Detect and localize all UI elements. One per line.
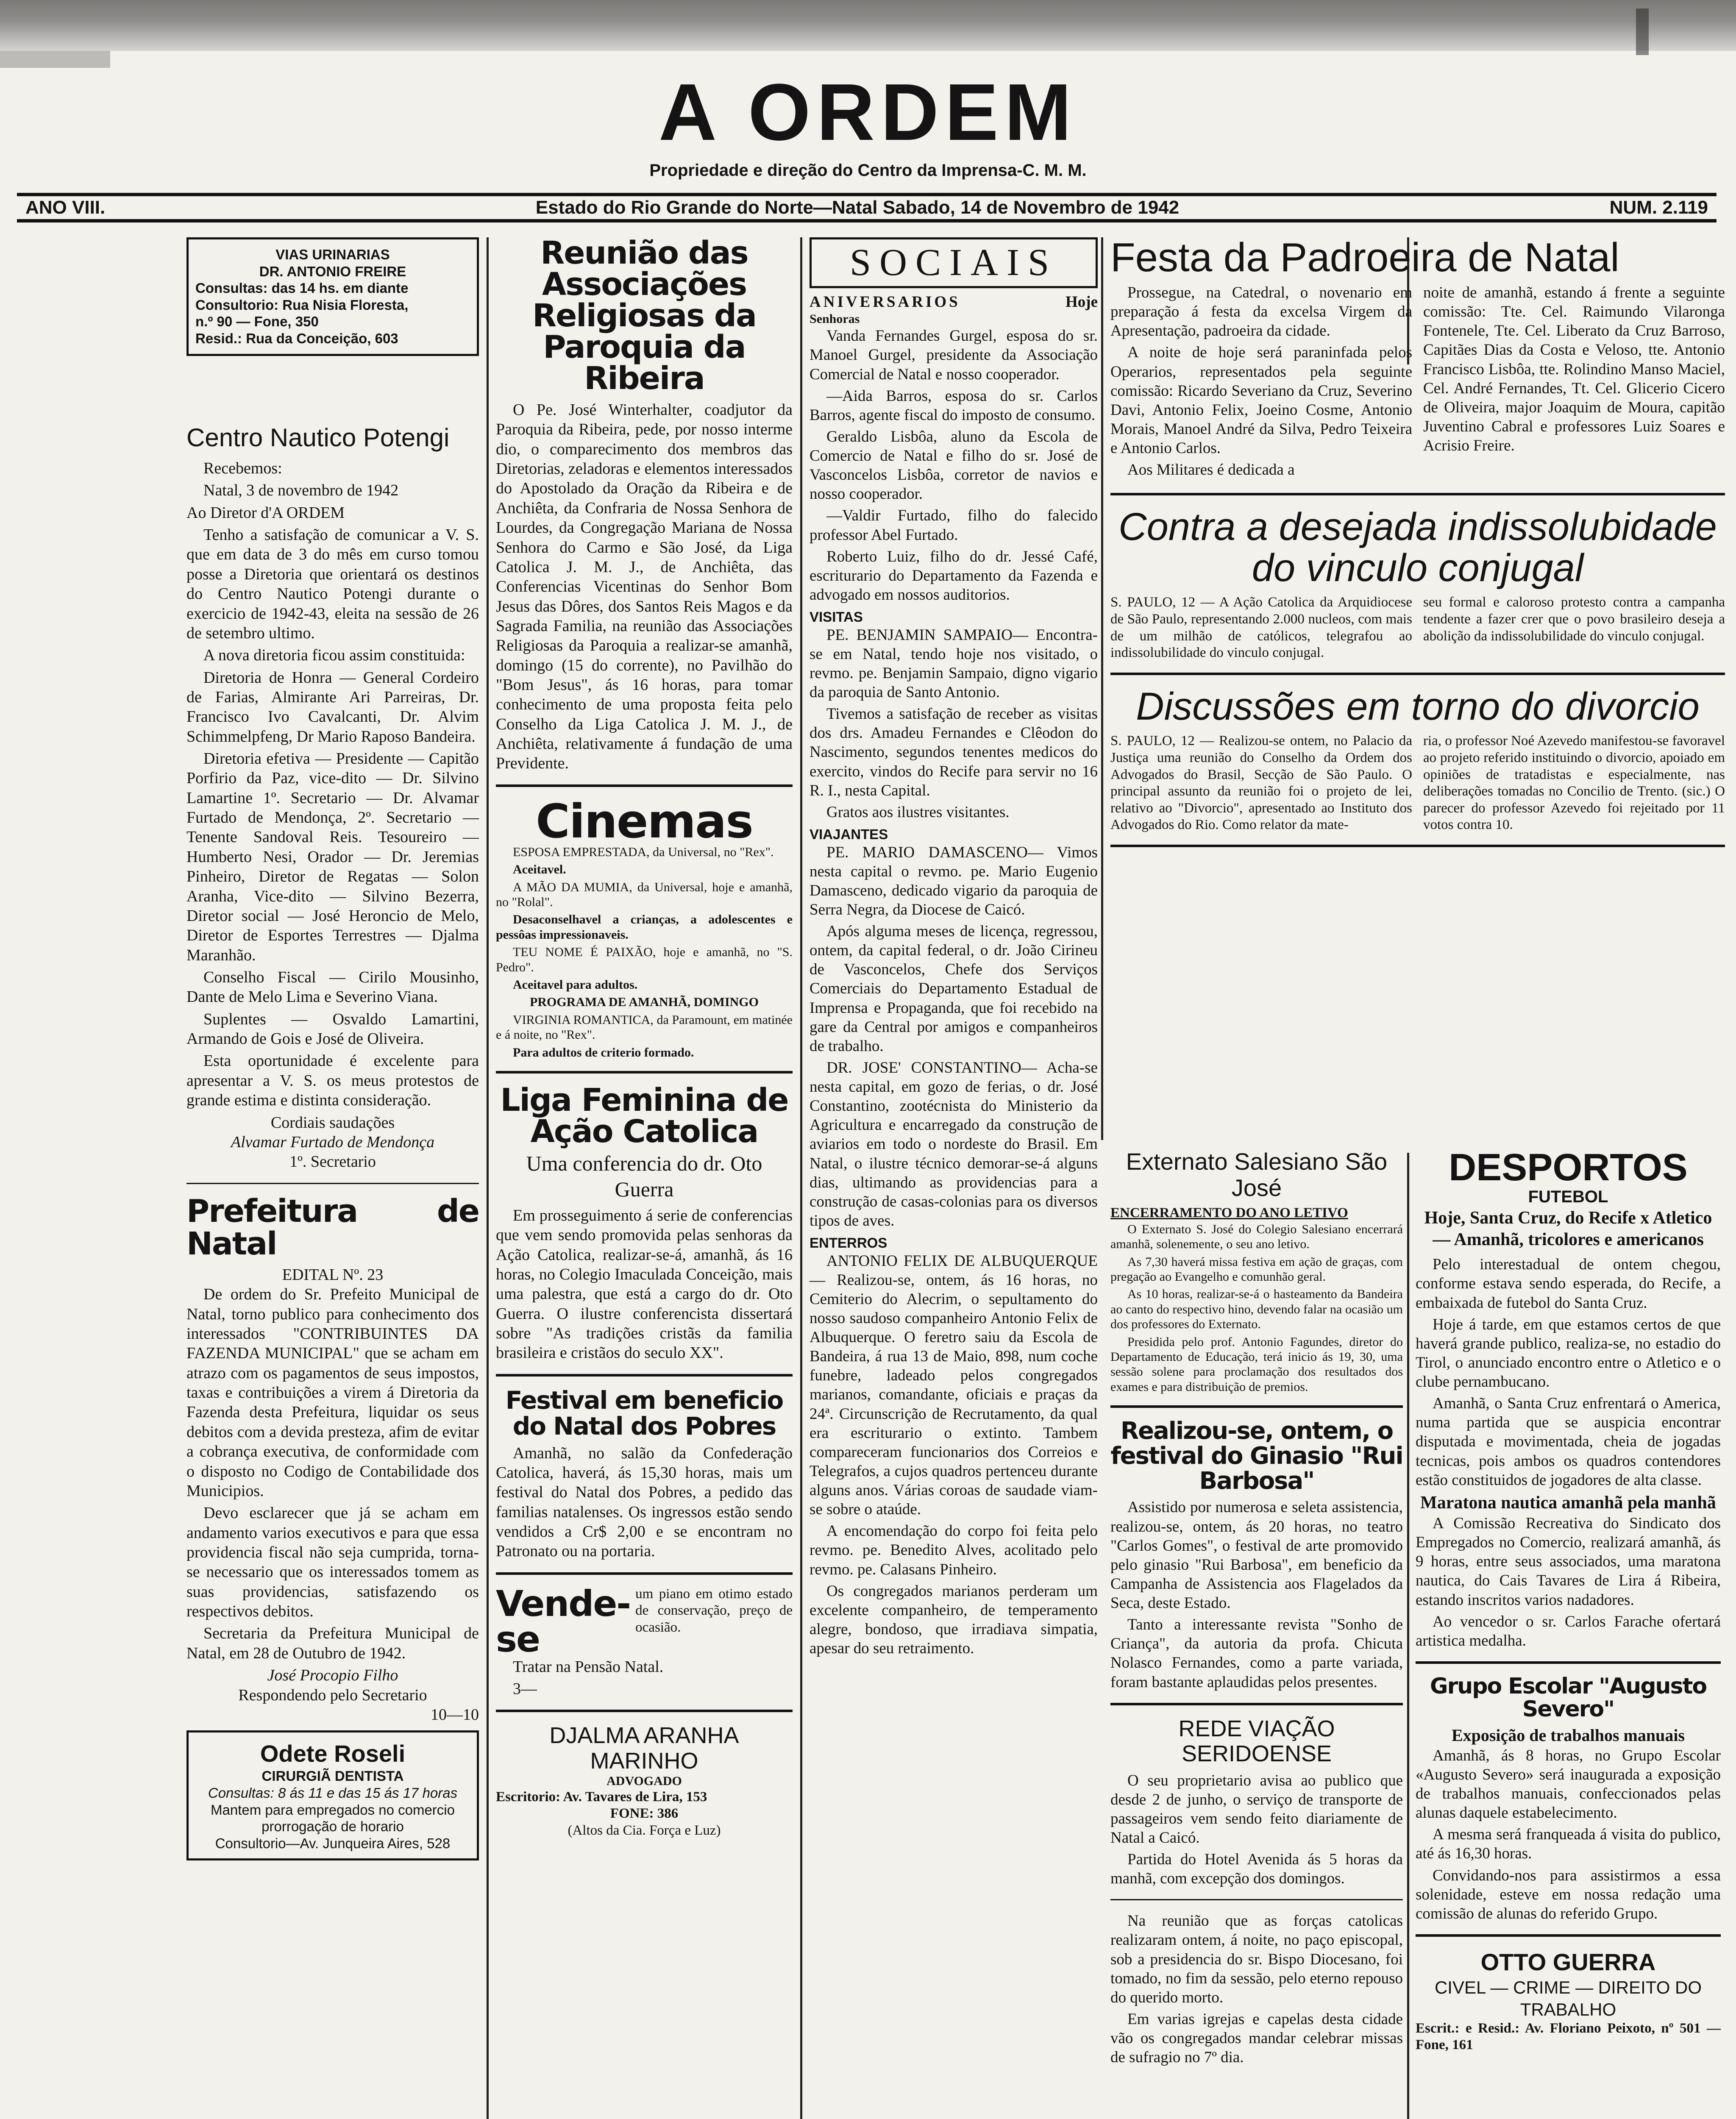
paragraph: Recebemos: <box>203 459 282 477</box>
cinema-line: Desaconselhavel a crianças, a adolescentes e pessôas impressionaveis. <box>496 912 793 942</box>
paragraph: Devo esclarecer que já se acham em andamento varios executivos e para que essa providencia fiscal não seja cumprida, torna-se necessario que os interessados tomem as suas providencias, satisfazendo os respectivos debitos. <box>186 1504 479 1621</box>
newspaper-title: A ORDEM <box>658 67 1078 157</box>
ad-ref: 10—10 <box>431 1705 479 1724</box>
paragraph: Os congregados marianos perderam um excelente companheiro, de temperamento alegre, bondoso, que irradiava simpatia, apesar do seu retraimento. <box>810 1582 1098 1657</box>
rede-headline: REDE VIAÇÃO SERIDOENSE <box>1178 1716 1335 1767</box>
paragraph: Aos Militares é dedicada a <box>1127 461 1295 479</box>
paragraph: O Externato S. José do Colegio Salesiano encerrará amanhã, solenemente, o seu ano letivo. <box>1110 1222 1403 1251</box>
signature: José Procopio Filho <box>267 1666 398 1685</box>
ad-line: Escrit.: e Resid.: Av. Floriano Peixoto, nº 501 — Fone, 161 <box>1416 2020 1721 2053</box>
date-label: Estado do Rio Grande do Norte—Natal Sabado, 14 de Novembro de 1942 <box>535 197 1180 218</box>
paragraph: noite de amanhã, estando á frente a seguinte comissão: Tte. Cel. Raimundo Vilaronga Fontenele, Tte. Cel. Liberato da Cruz Barroso, Capitães Dias da Costa e Veloso, tte. Antonio Francisco Lisbôa, tte. Rolindino Manso Maciel, Cel. André Fernandes, Tt. Cel. Glicerio Cicero de Oliveira, major Joaquim de Moura, capitão Juventino Cabral e professores Luiz Soares e Acrisio Freire. <box>1423 284 1725 454</box>
paragraph: Partida do Hotel Avenida ás 5 horas da manhã, com excepção dos domingos. <box>1110 1851 1403 1888</box>
section-label: ENTERROS <box>810 1235 887 1251</box>
section-label: Senhoras <box>810 311 860 326</box>
paragraph: Tenho a satisfação de comunicar a V. S. que em data de 3 do mês em curso tomou posse a Diretoria que orientará os destinos do Centro Nautico Potengi durante o exercicio de 1942-43, eleita na sessão de 26 de setembro ultimo. <box>186 526 479 642</box>
grupo-headline: Grupo Escolar "Augusto Severo" <box>1430 1673 1707 1722</box>
ad-line: Consultorio: Rua Nisia Floresta, <box>195 297 409 313</box>
ad-line: Consultas: das 14 hs. em diante <box>195 280 409 296</box>
column-3 <box>810 237 1098 1660</box>
vende-text: um piano em otimo estado de conservação, preço de ocasião. <box>635 1586 793 1635</box>
paragraph: Em varias igrejas e capelas desta cidade vão os congregados mandar celebrar missas de sufragio no 7º dia. <box>1110 2010 1403 2066</box>
ad-name: DJALMA ARANHA MARINHO <box>549 1723 739 1774</box>
paragraph: PE. BENJAMIN SAMPAIO— Encontra-se em Natal, tendo hoje nos visitado, o revmo. pe. Benjamin Sampaio, digno vigario da paroquia de Santo Antonio. <box>810 626 1098 701</box>
signature-role: 1º. Secretario <box>289 1153 376 1171</box>
ad-odete-roseli <box>186 1730 479 1860</box>
cinema-line: ESPOSA EMPRESTADA, da Universal, no "Rex". <box>513 845 774 859</box>
signature-role: Respondendo pelo Secretario <box>238 1686 427 1704</box>
paragraph: De ordem do Sr. Prefeito Municipal de Natal, torno publico para conhecimento dos interessados "CONTRIBUINTES DA FAZENDA MUNICIPAL" que se acham em atrazo com os pagamentos de seus impostos, taxas e contribuições a virem á Diretoria da Fazenda desta Prefeitura, liquidar os seus debitos com a devida presteza, afim de evitar a cobrança executiva, de conformidade com o disposto no Codigo de Contabilidade dos Municipios. <box>186 1285 479 1500</box>
column-4-lower <box>1110 1148 1403 2069</box>
ad-line: Escritorio: Av. Tavares de Lira, 153 <box>496 1789 707 1805</box>
paragraph: Prossegue, na Catedral, o novenario em preparação á festa da excelsa Virgem da Apresentação, padroeira da cidade. <box>1110 284 1412 340</box>
divorcio-headline: Discussões em torno do divorcio <box>1136 684 1700 728</box>
liga-headline: Liga Feminina de Ação Catolica <box>500 1082 788 1150</box>
issue-number: NUM. 2.119 <box>1609 197 1708 218</box>
subheading: Maratona nautica amanhã pela manhã <box>1420 1493 1716 1513</box>
section-label: VISITAS <box>810 609 863 625</box>
paragraph: Amanhã, no salão da Confederação Catolica, haverá, ás 15,30 horas, mais um festival do Natal dos Pobres, a pedido das familias natalenses. Os ingressos estão sendo vendidos a Cr$ 2,00 e se encontram no Patronato ou na portaria. <box>496 1444 793 1560</box>
year-label: ANO VIII. <box>25 197 106 218</box>
paragraph: S. PAULO, 12 — Realizou-se ontem, no Palacio da Justiça uma reunião do Conselho da Ordem dos Advogados do Brasil, Secção de São Paulo. O principal assunto da reunião foi o projeto de lei, relativo ao "Divorcio", apresentado ao Instituto dos Advogados do Rio. Como relator da mate- <box>1110 733 1412 833</box>
paragraph: Suplentes — Osvaldo Lamartini, Armando de Gois e José de Oliveira. <box>186 1010 479 1048</box>
ad-role: CIRURGIÃ DENTISTA <box>262 1768 404 1784</box>
cinema-line: A MÃO DA MUMIA, da Universal, hoje e amanhã, no "Rolal". <box>496 880 793 909</box>
paragraph: Vanda Fernandes Gurgel, esposa do sr. Manoel Gurgel, presidente da Associação Comercial de Natal e nosso cooperador. <box>810 327 1098 383</box>
paragraph: Diretoria efetiva — Presidente — Capitão Porfirio da Paz, vice-dito — Dr. Silvino Lamartine 1º. Secretario — Dr. Alvamar Furtado de Mendonça, 2º. Secretario — Tenente Sandoval Reis. Tesoureiro — Humberto Nesi, Orador — Dr. Jeremias Pinheiro, Diretor de Regatas — Solon Aranha, Vice-dito — Silvino Bezerra, Diretor social — José Heroncio de Melo, Diretor de Esportes Terrestres — Djalma Maranhão. <box>186 750 479 964</box>
edital-number: EDITAL Nº. 23 <box>282 1265 384 1284</box>
subheading: Exposição de trabalhos manuais <box>1451 1726 1685 1745</box>
ad-line: Consultorio—Av. Junqueira Aires, 528 <box>215 1835 451 1851</box>
liga-subtitle: Uma conferencia do dr. Oto Guerra <box>526 1151 762 1201</box>
paragraph: Convidando-nos para assistirmos a essa solenidade, esteve em nossa redação uma comissão de alunas do referido Grupo. <box>1416 1866 1721 1922</box>
paragraph: A nova diretoria ficou assim constituida: <box>203 646 465 665</box>
paragraph: Pelo interestadual de ontem chegou, conforme estava sendo esperada, do Recife, a embaixada de futebol do Santa Cruz. <box>1416 1256 1721 1312</box>
ad-line: n.º 90 — Fone, 350 <box>195 314 319 330</box>
ad-title: VIAS URINARIAS <box>275 247 390 262</box>
festival-headline: Festival em beneficio do Natal dos Pobres <box>505 1385 783 1440</box>
nautico-headline: Centro Nautico Potengi <box>186 423 450 452</box>
cinema-line: VIRGINIA ROMANTICA, da Paramount, em matinée e á noite, no "Rex". <box>496 1012 793 1042</box>
masthead-scan-edge <box>0 0 1736 51</box>
cinema-line: Para adultos de criterio formado. <box>513 1045 694 1060</box>
ad-line: (Altos da Cia. Força e Luz) <box>568 1822 721 1838</box>
section-label: Hoje <box>1065 293 1098 311</box>
column-rule <box>800 237 802 2119</box>
paragraph: Roberto Luiz, filho do dr. Jessé Café, escriturario do Departamento da Fazenda e advogado em nossos auditorios. <box>810 548 1098 603</box>
paragraph: Assistido por numerosa e seleta assistencia, realizou-se, ontem, ás 20 horas, no teatro "Carlos Gomes", o festival de arte promovido pelo ginasio "Rui Barbosa", em beneficio da Campanha de Assistencia aos Flagelados da Seca, deste Estado. <box>1110 1499 1403 1612</box>
column-5 <box>1416 1148 1721 2054</box>
ad-role: CIVEL — CRIME — DIREITO DO TRABALHO <box>1434 1977 1702 2019</box>
paragraph: Esta oportunidade é excelente para apresentar a V. S. os meus protestos de grande estima e distinta consideração. <box>186 1052 479 1110</box>
cinema-line: Aceitavel para adultos. <box>513 977 638 992</box>
paragraph: Geraldo Lisbôa, aluno da Escola de Comercio de Natal e filho do sr. José de Vasconcelos Lisbôa, corretor de navios e nosso cooperador. <box>810 428 1098 503</box>
cinemas-headline: Cinemas <box>536 794 753 848</box>
section-label: VIAJANTES <box>810 826 888 842</box>
subheading: FUTEBOL <box>1528 1187 1608 1206</box>
realizou-headline: Realizou-se, ontem, o festival do Ginasio "Rui Barbosa" <box>1110 1417 1403 1495</box>
column-rule <box>487 237 489 2119</box>
paragraph: —Valdir Furtado, filho do falecido professor Abel Furtado. <box>810 507 1098 544</box>
dateline-bar <box>17 193 1717 222</box>
paragraph: Tanto a interessante revista "Sonho de Criança", da autoria da profa. Chicuta Nolasco Fernandes, como a parte variada, foram bastante aplaudidas pelos presentes. <box>1110 1616 1403 1691</box>
cinema-line: PROGRAMA DE AMANHÃ, DOMINGO <box>530 995 759 1009</box>
section-label: ANIVERSARIOS <box>810 293 960 311</box>
paragraph: ria, o professor Noé Azevedo manifestou-se favoravel ao projeto referido instituindo o divorcio, apoiado em opiniões de tratadistas e especialmente, nas deliberações tomadas no Concilio de Trento. (sic.) O parecer do professor Azevedo foi rejeitado por 11 votos contra 10. <box>1423 733 1725 833</box>
column-rule <box>1407 1153 1409 2119</box>
paragraph: Hoje á tarde, em que estamos certos de que haverá grande publico, realiza-se, no estadio do Tirol, o anunciado encontro entre o Atletico e o clube pernambucano. <box>1416 1315 1721 1391</box>
ad-name: Odete Roseli <box>260 1740 406 1767</box>
ad-doctor: DR. ANTONIO FREIRE <box>259 263 406 279</box>
cinema-line: Aceitavel. <box>513 862 566 877</box>
ad-name: OTTO GUERRA <box>1480 1948 1656 1975</box>
signature: Alvamar Furtado de Mendonça <box>231 1133 435 1151</box>
paragraph: A Comissão Recreativa do Sindicato dos Empregados no Comercio, realizará amanhã, ás 9 horas, entre seus associados, uma maratona nautica, do Cais Tavares de Lira á Ribeira, estando inscritos varios nadadores. <box>1416 1515 1721 1609</box>
ad-line: Consultas: 8 ás 11 e das 15 ás 17 horas <box>208 1785 458 1801</box>
paragraph: Gratos aos ilustres visitantes. <box>826 803 1010 821</box>
column-rule <box>1101 237 1103 1140</box>
paragraph: Amanhã, ás 8 horas, no Grupo Escolar «Augusto Severo» será inaugurada a exposição de trabalhos manuais, confeccionados pelas alunas daquele estabelecimento. <box>1416 1746 1721 1822</box>
paragraph: Presidida pelo prof. Antonio Fagundes, diretor do Departamento de Educação, terá inicio ás 19, 30, uma sessão solene para proclamação dos resultados dos exames e para distribuição de premios. <box>1110 1335 1403 1394</box>
paragraph: Ao Diretor d'A ORDEM <box>186 503 345 522</box>
column-2 <box>496 237 793 1839</box>
paragraph: S. PAULO, 12 — A Ação Catolica da Arquidiocese de São Paulo, representando 2.000 nucleos, com mais de um milhão de católicos, telegrafou ao indissolubilidade do vinculo conjugal. <box>1110 595 1412 661</box>
paragraph: DR. JOSE' CONSTANTINO— Acha-se nesta capital, em gozo de ferias, o dr. José Constantino, zootécnista do Ministerio da Agricultura e encarregado da construção de aviarios em todo o nordeste do Brasil. Em Natal, o ilustre técnico demorar-se-á alguns dias, ultimando as providencias para a construção de casas-colonias para os diversos tipos de aves. <box>810 1059 1098 1229</box>
column-4 <box>1110 237 1725 858</box>
paragraph: As 10 horas, realizar-se-á o hasteamento da Bandeira ao canto do respectivo hino, devendo falar na ocasião um dos professores do Externato. <box>1110 1287 1403 1332</box>
festa-headline: Festa da Padroeira de Natal <box>1110 235 1619 280</box>
ad-role: ADVOGADO <box>606 1774 682 1788</box>
paragraph: —Aida Barros, esposa do sr. Carlos Barros, agente fiscal do imposto de consumo. <box>810 387 1098 424</box>
paragraph: Diretoria de Honra — General Cordeiro de Farias, Almirante Ari Parreiras, Dr. Francisco Ivo Cavalcanti, Dr. Alvim Schimmelpfeng, Dr Mario Raposo Bandeira. <box>186 668 479 745</box>
paragraph: ANTONIO FELIX DE ALBUQUERQUE — Realizou-se, ontem, ás 16 horas, no Cemiterio do Alecrim, o sepultamento do nosso saudoso companheiro Antonio Felix de Albuquerque. O feretro saiu da Escola de Bandeira, á rua 13 de Maio, 898, num coche funebre, ladeado pelos congregados marianos, comandante, oficiais e praças da 24ª. Circunscrição de Recrutamento, da qual era escriturario o extinto. Tambem compareceram funcionarios dos Correios e Telegrafos, a cujos quadros pertenceu durante alguns anos. Várias coroas de saudade viam-se sobre o ataúde. <box>810 1252 1098 1518</box>
paragraph: seu formal e caloroso protesto contra a campanha tendente a fazer crer que o povo brasileiro deseja a abolição da indissolubilidade do vinculo conjugal. <box>1423 595 1725 644</box>
ad-line: Mantem para empregados no comercio prorrogação de horario <box>211 1802 455 1835</box>
column-1-body <box>186 424 479 1860</box>
paragraph: Em prosseguimento á serie de conferencias que vem sendo promovida pelas senhoras da Ação Catolica, realizar-se-á, amanhã, ás 16 horas, no Colegio Imaculada Conceição, mais uma palestra, que está a cargo do dr. Oto Guerra. O ilustre conferencista dissertará sobre "As tradições cristãs da familia brasileira e cristãos do seculo XX". <box>496 1206 793 1362</box>
prefeitura-headline: Prefeitura de Natal <box>186 1193 479 1263</box>
paragraph: Tratar na Pensão Natal. <box>513 1657 664 1676</box>
contra-headline: Contra a desejada indissolubidade do vinculo conjugal <box>1118 505 1717 590</box>
paragraph: O Pe. José Winterhalter, coadjutor da Paroquia da Ribeira, pede, por nosso interme dio, o comparecimento dos membros das Diretorias, zeladoras e elementos interessados do Apostolado da Oração da Ribeira e de Anchiêta, da Confraria de Nossa Senhora de Lourdes, da Congregação Mariana de Nossa Senhora do Carmo e São José, da Liga Catolica J. M. J., de Anchiêta, das Conferencias Vicentinas do Senhor Bom Jesus das Dôres, dos Santos Reis Magos e da Sagrada Familia, na reunião das Associações Religiosas da Paroquia a realizar-se amanhã, domingo (15 do corrente), no Pavilhão do "Bom Jesus", ás 16 horas, para tomar conhecimento de uma proposta feita pelo Conselho da Liga Catolica J. M. J., de Anchiêta, relativamente á fundação de uma Previdente. <box>496 401 793 773</box>
paragraph: Na reunião que as forças catolicas realizaram ontem, á noite, no paço episcopal, sob a presidencia do sr. Bispo Diocesano, foi tomado, no fim da sessão, pelo eterno repouso do querido morto. <box>1110 1912 1403 2006</box>
paragraph: Secretaria da Prefeitura Municipal de Natal, em 28 de Outubro de 1942. <box>186 1624 479 1662</box>
closing: Cordiais saudações <box>270 1113 395 1132</box>
vende-se-ad <box>496 1582 793 1660</box>
paragraph: A encomendação do corpo foi feita pelo revmo. pe. Benedito Alves, acolitado pelo revmo. pe. Calasans Pinheiro. <box>810 1522 1098 1578</box>
externato-headline: Externato Salesiano São José <box>1126 1148 1388 1201</box>
subheading: Hoje, Santa Cruz, do Recife x Atletico — Amanhã, tricolores e americanos <box>1424 1208 1712 1250</box>
sociais-headline: SOCIAIS <box>810 237 1098 288</box>
paragraph: Tivemos a satisfação de receber as visitas dos drs. Amadeu Fernandes e Clêodon do Nascimento, segundos tenentes medicos do exercito, vindos do Recife para servir no 16 R. I., nesta Capital. <box>810 705 1098 799</box>
desportos-headline: DESPORTOS <box>1449 1146 1688 1189</box>
paragraph: A noite de hoje será paraninfada pelos Operarios, representados pela seguinte comissão: Ricardo Severiano da Cruz, Severino Davi, Antonio Felix, Joeino Cosme, Antonio Morais, Manoel André da Silva, Pedro Teixeira e Antonio Carlos. <box>1110 344 1412 457</box>
paragraph: Amanhã, o Santa Cruz enfrentará o America, numa partida que se auspicia encontrar disputada e movimentada, cheia de jogadas tecnicas, pois ambos os quadros contendores estão constituidos de jogadores de alta classe. <box>1416 1395 1721 1489</box>
paragraph: A mesma será franqueada á visita do publico, até ás 16,30 horas. <box>1416 1826 1721 1863</box>
column-1 <box>186 237 479 356</box>
ad-ref: 3— <box>513 1680 537 1698</box>
subheading: ENCERRAMENTO DO ANO LETIVO <box>1110 1205 1348 1221</box>
paragraph: Conselho Fiscal — Cirilo Mousinho, Dante de Melo Lima e Severino Viana. <box>186 968 479 1006</box>
vende-headline: Vende-se <box>496 1582 631 1660</box>
ad-line: FONE: 386 <box>610 1806 679 1821</box>
paragraph: Natal, 3 de novembro de 1942 <box>203 481 399 500</box>
aniversarios-row <box>810 292 1098 311</box>
paragraph: Após alguma meses de licença, regressou, ontem, da capital federal, o dr. João Cirineu de Vasconcelos, Chefe dos Serviços Comerciais do Departamento Estadual de Imprensa e Propaganda, que foi recebido na gare da Central por amigos e companheiros de trabalho. <box>810 923 1098 1055</box>
ad-line: Resid.: Rua da Conceição, 603 <box>195 330 398 346</box>
cinema-line: TEU NOME É PAIXÃO, hoje e amanhã, no "S. Pedro". <box>496 945 793 974</box>
reuniao-headline: Reunião das Associações Religiosas da Paroquia da Ribeira <box>532 235 756 397</box>
paragraph: O seu proprietario avisa ao publico que desde 2 de junho, o serviço de transporte de passageiros vem sendo feito diariamente de Natal a Caicó. <box>1110 1771 1403 1846</box>
paragraph: As 7,30 haverá missa festiva em ação de graças, com pregação ao Evangelho e comunhão geral. <box>1110 1254 1403 1284</box>
paragraph: Ao vencedor o sr. Carlos Farache ofertará artistica medalha. <box>1416 1613 1721 1649</box>
newspaper-subtitle: Propriedade e direção do Centro da Imprensa-C. M. M. <box>649 161 1087 180</box>
paragraph: PE. MARIO DAMASCENO— Vimos nesta capital o revmo. pe. Mario Eugenio Damasceno, dedicado vigario da paroquia de Serra Negra, da Diocese de Caicó. <box>810 843 1098 918</box>
ad-vias-urinarias <box>186 237 479 356</box>
